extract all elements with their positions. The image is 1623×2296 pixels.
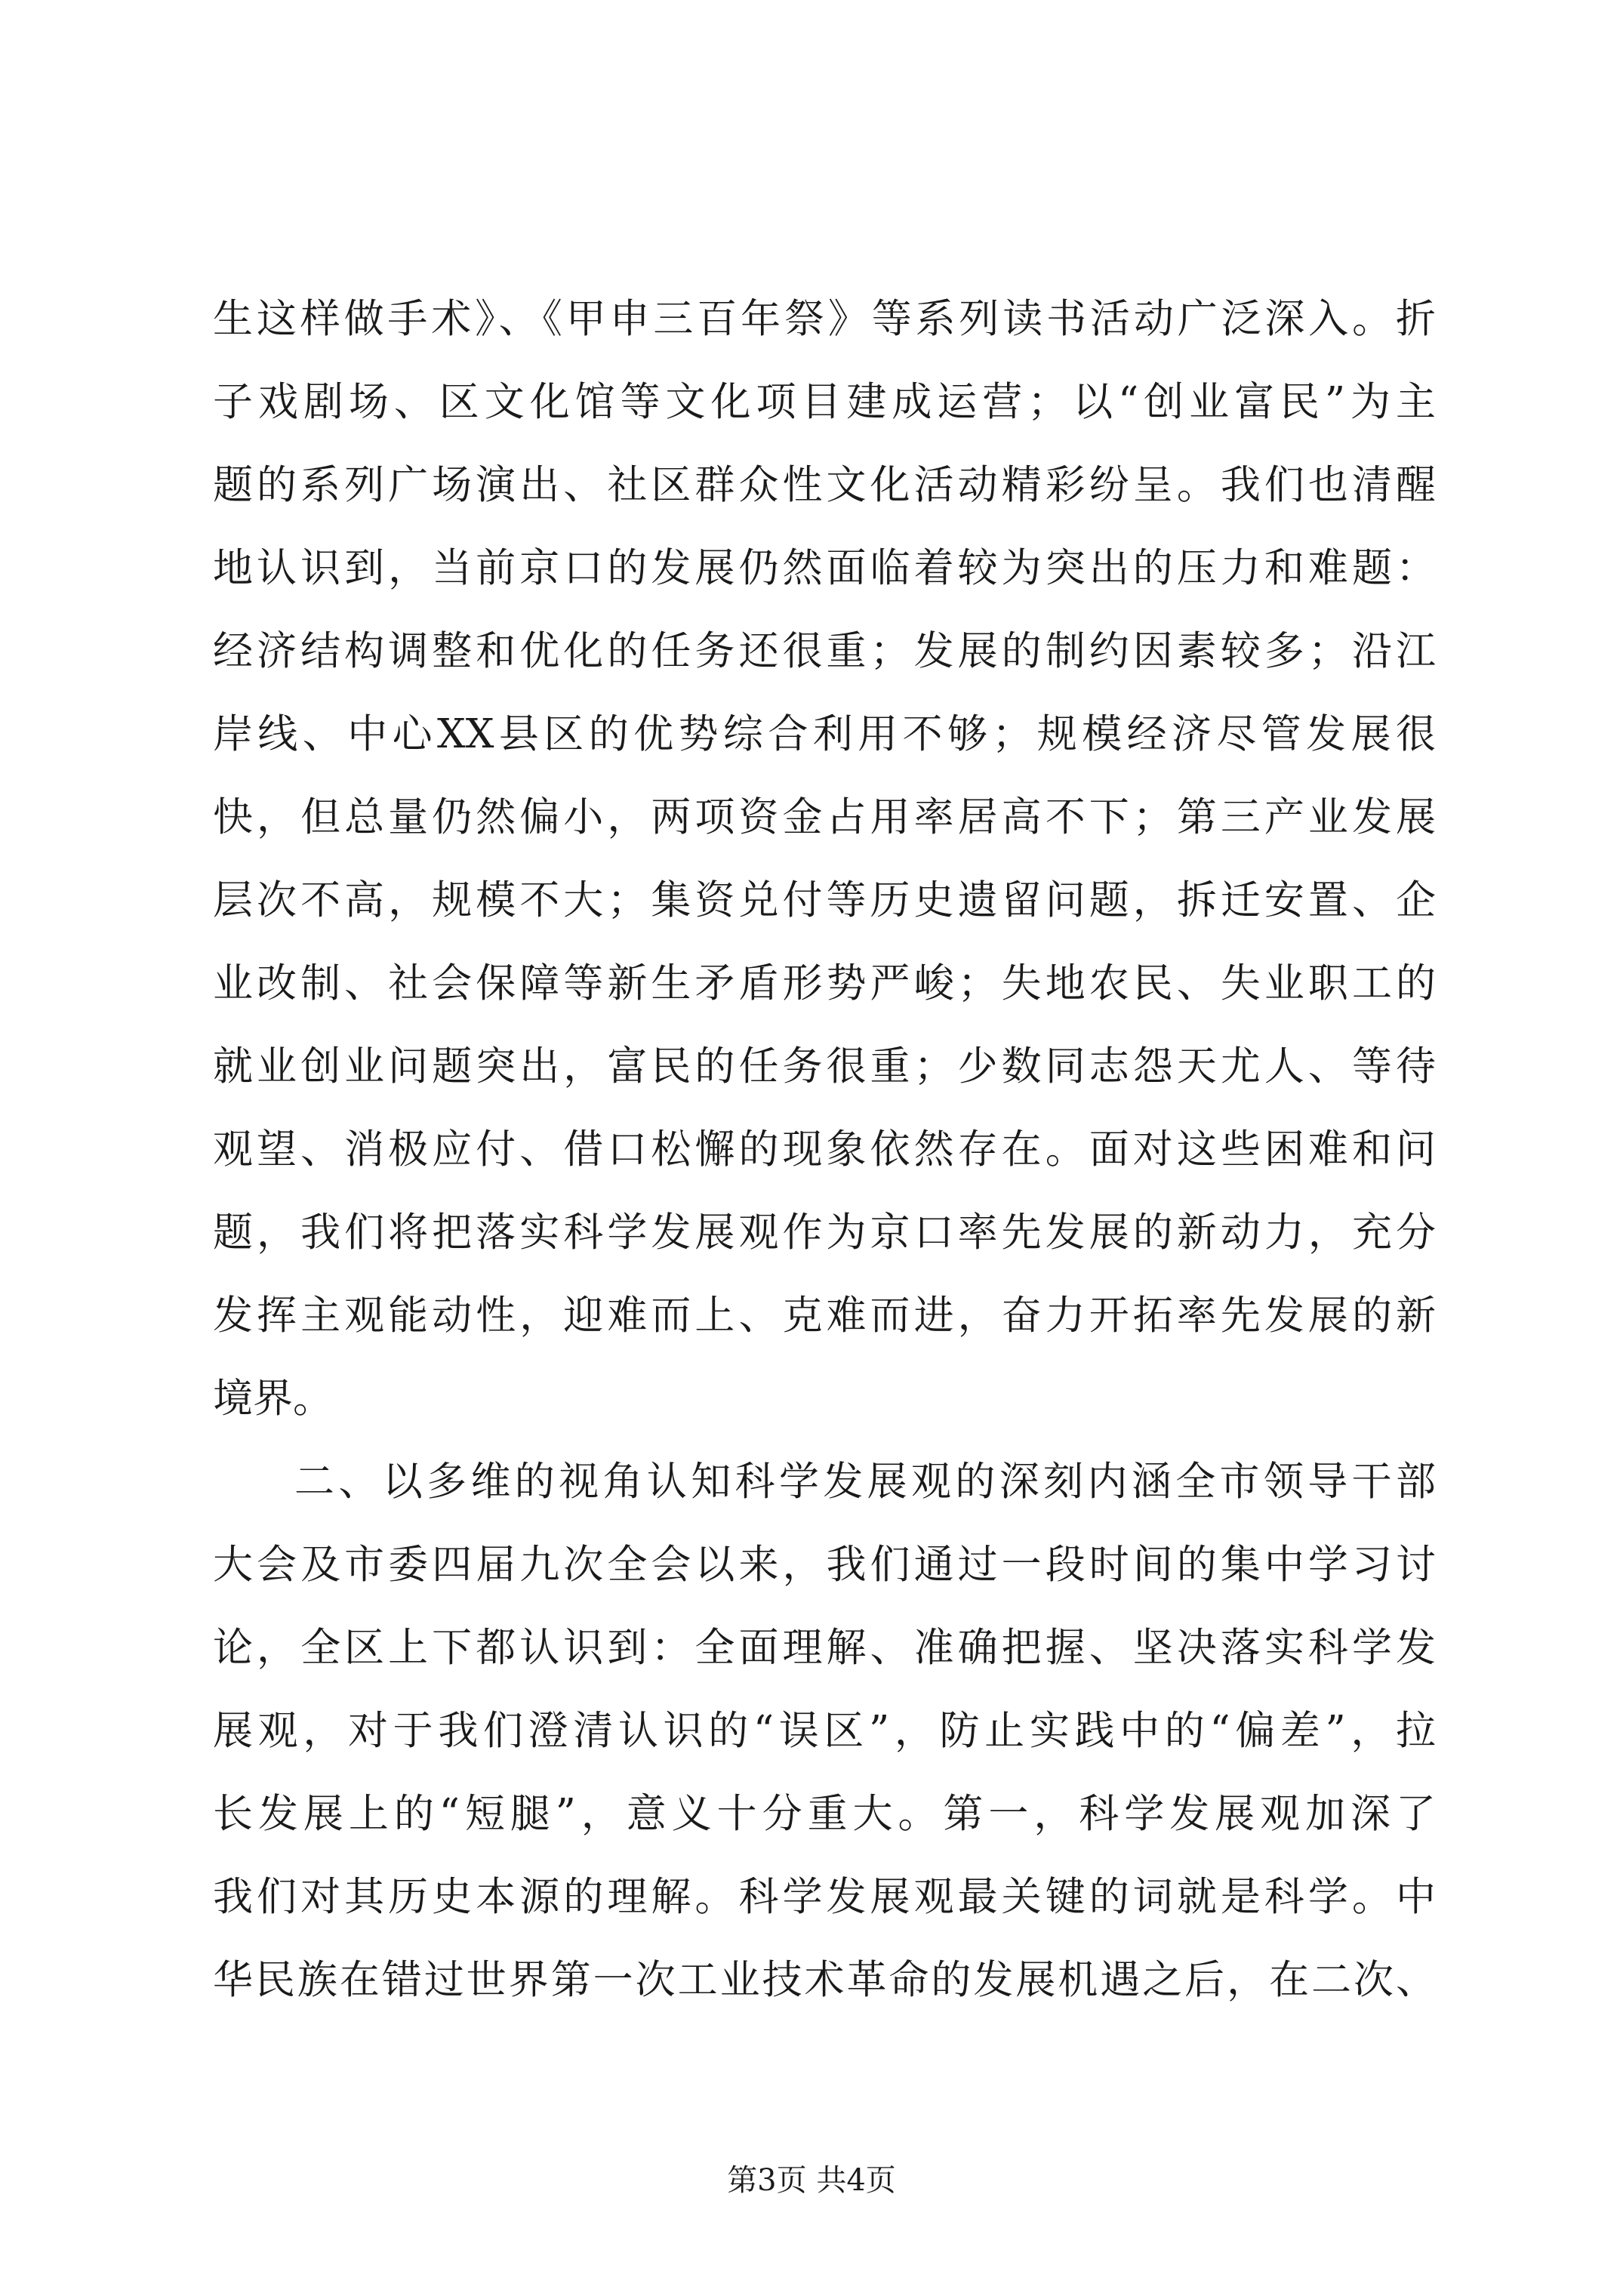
text-line: 地认识到，当前京口的发展仍然面临着较为突出的压力和难题：	[213, 545, 1436, 591]
text-line: 长发展上的“短腿”，意义十分重大。第一，科学发展观加深了	[213, 1791, 1436, 1837]
text-line: 子戏剧场、区文化馆等文化项目建成运营；以“创业富民”为主	[213, 379, 1436, 425]
text-line: 华民族在错过世界第一次工业技术革命的发展机遇之后，在二次、	[213, 1957, 1436, 2003]
text-line: 就业创业问题突出，富民的任务很重；少数同志怨天尤人、等待	[213, 1043, 1436, 1089]
text-line: 发挥主观能动性，迎难而上、克难而进，奋力开拓率先发展的新	[213, 1293, 1436, 1339]
text-line: 经济结构调整和优化的任务还很重；发展的制约因素较多；沿江	[213, 628, 1436, 674]
text-line: 大会及市委四届九次全会以来，我们通过一段时间的集中学习讨	[213, 1542, 1436, 1588]
document-body	[213, 278, 1436, 2022]
section-heading-line: 二、以多维的视角认知科学发展观的深刻内涵全市领导干部	[294, 1459, 1436, 1505]
text-line: 题，我们将把落实科学发展观作为京口率先发展的新动力，充分	[213, 1210, 1436, 1256]
text-line: 题的系列广场演出、社区群众性文化活动精彩纷呈。我们也清醒	[213, 462, 1436, 508]
text-line: 生这样做手术》、《甲申三百年祭》等系列读书活动广泛深入。折	[213, 296, 1436, 342]
text-line: 论，全区上下都认识到：全面理解、准确把握、坚决落实科学发	[213, 1625, 1436, 1671]
text-line: 我们对其历史本源的理解。科学发展观最关键的词就是科学。中	[213, 1874, 1436, 1920]
text-line: 展观，对于我们澄清认识的“误区”，防止实践中的“偏差”，拉	[213, 1708, 1436, 1754]
text-line: 业改制、社会保障等新生矛盾形势严峻；失地农民、失业职工的	[213, 960, 1436, 1006]
text-line: 岸线、中心XX县区的优势综合利用不够；规模经济尽管发展很	[213, 711, 1436, 757]
text-line: 层次不高，规模不大；集资兑付等历史遗留问题，拆迁安置、企	[213, 877, 1436, 923]
text-line: 境界。	[213, 1376, 333, 1422]
text-line: 快，但总量仍然偏小，两项资金占用率居高不下；第三产业发展	[213, 794, 1436, 840]
text-line: 观望、消极应付、借口松懈的现象依然存在。面对这些困难和问	[213, 1126, 1436, 1173]
page-number-footer: 第3页 共4页	[727, 2163, 896, 2198]
